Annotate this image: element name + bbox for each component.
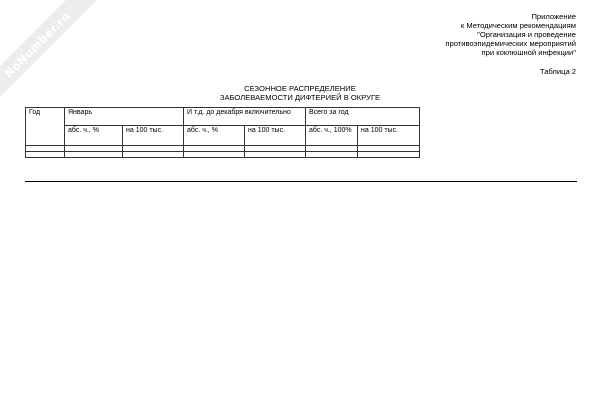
subheader-per-100k: на 100 тыс.: [123, 126, 184, 146]
document-title: [150, 84, 450, 102]
watermark-text: NoNumber.ru: [1, 8, 73, 80]
appendix-line: "Организация и проведение: [477, 30, 576, 39]
appendix-line: Приложение: [531, 12, 576, 21]
table-subheader-row: [26, 126, 420, 146]
appendix-line: к Методическим рекомендациям: [460, 21, 576, 30]
appendix-line: противоэпидемических мероприятий: [445, 39, 576, 48]
subheader-per-100k: на 100 тыс.: [358, 126, 420, 146]
table-cell: [65, 152, 123, 158]
table-cell: [245, 152, 306, 158]
table-header-row: [26, 108, 420, 126]
header-year-total: Всего за год: [306, 108, 420, 126]
header-year: Год: [26, 108, 65, 146]
seasonal-distribution-table: [25, 107, 420, 158]
table-number: Таблица 2: [539, 67, 576, 76]
appendix-line: при коклюшной инфекции": [481, 48, 576, 57]
table-cell: [26, 152, 65, 158]
appendix-note: [316, 12, 576, 57]
table-cell: [358, 152, 420, 158]
page-divider: [25, 181, 577, 182]
header-until-december: И т.д. до декабря включительно: [184, 108, 306, 126]
table-row: [26, 152, 420, 158]
table-cell: [123, 152, 184, 158]
subheader-abs-pct: абс. ч., 100%: [306, 126, 358, 146]
title-line-1: СЕЗОННОЕ РАСПРЕДЕЛЕНИЕ: [244, 84, 356, 93]
header-january: Январь: [65, 108, 184, 126]
title-line-2: ЗАБОЛЕВАЕМОСТИ ДИФТЕРИЕЙ В ОКРУГЕ: [219, 93, 381, 102]
subheader-per-100k: на 100 тыс.: [245, 126, 306, 146]
table-cell: [306, 152, 358, 158]
table-cell: [184, 152, 245, 158]
subheader-abs-pct: абс. ч., %: [184, 126, 245, 146]
subheader-abs-pct: абс. ч., %: [65, 126, 123, 146]
